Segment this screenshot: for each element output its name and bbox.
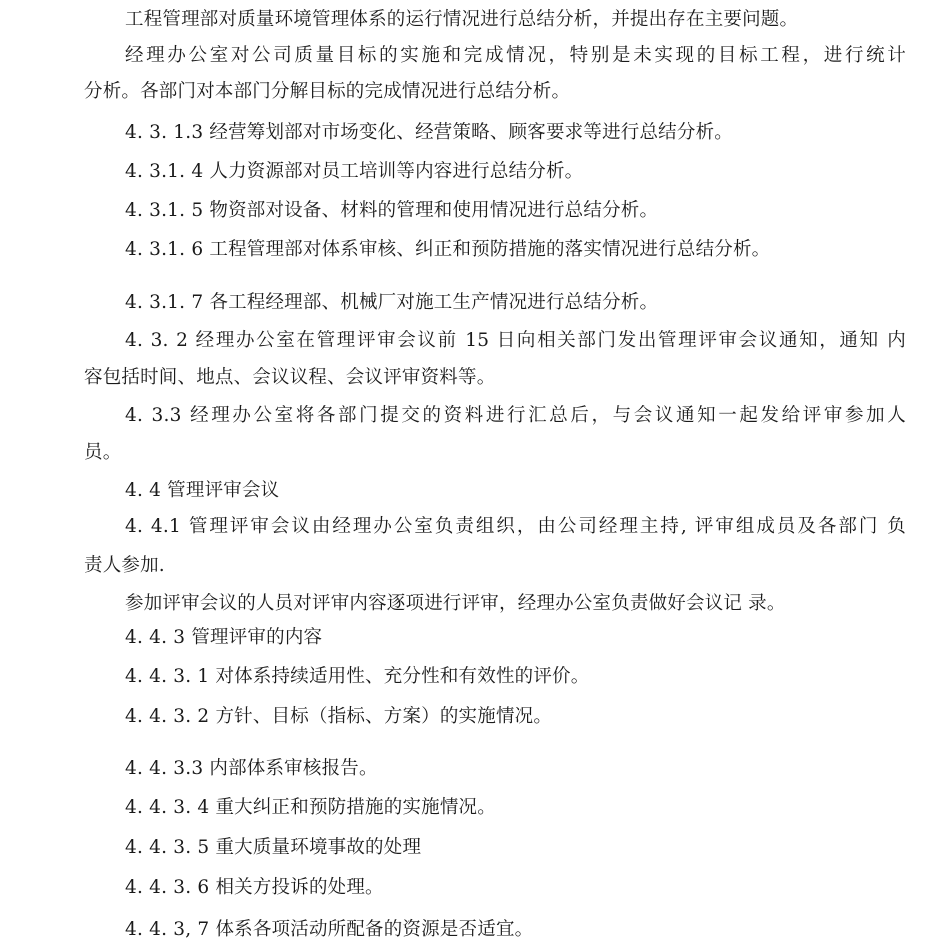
paragraph-line: 责人参加. [84,555,165,576]
paragraph-line: 容包括时间、地点、会议议程、会议评审资料等。 [84,367,496,388]
paragraph-line: 4. 4. 3. 4 重大纠正和预防措施的实施情况。 [125,797,496,818]
paragraph-line: 4. 4. 3. 2 方针、目标（指标、方案）的实施情况。 [125,706,553,727]
paragraph-line: 4. 4. 3. 5 重大质量环境事故的处理 [125,837,422,858]
paragraph-line: 4. 4. 3, 7 体系各项活动所配备的资源是否适宜。 [125,919,534,940]
paragraph-line: 员。 [84,442,122,463]
paragraph-line: 4. 3.3 经理办公室将各部门提交的资料进行汇总后，与会议通知一起发给评审参加人 [125,405,906,426]
paragraph-line: 4. 4. 3.3 内部体系审核报告。 [125,758,378,779]
paragraph-line: 4. 3.1. 6 工程管理部对体系审核、纠正和预防措施的落实情况进行总结分析。 [125,239,771,260]
paragraph-line: 4. 3.1. 4 人力资源部对员工培训等内容进行总结分析。 [125,161,584,182]
paragraph-line: 分析。各部门对本部门分解目标的完成情况进行总结分析。 [84,81,571,102]
paragraph-line: 经理办公室对公司质量目标的实施和完成情况，特别是未实现的目标工程，进行统计 [125,45,906,66]
paragraph-line: 4. 4. 3. 6 相关方投诉的处理。 [125,877,384,898]
section-heading: 4. 4 管理评审会议 [125,480,280,501]
paragraph-line: 工程管理部对质量环境管理体系的运行情况进行总结分析，并提出存在主要问题。 [125,9,799,30]
paragraph-line: 4. 4. 3. 1 对体系持续适用性、充分性和有效性的评价。 [125,666,590,687]
paragraph-line: 4. 4.1 管理评审会议由经理办公室负责组织，由公司经理主持, 评审组成员及各部门 负 [125,516,906,537]
paragraph-line: 4. 3.1. 7 各工程经理部、机械厂对施工生产情况进行总结分析。 [125,292,659,313]
paragraph-line: 4. 3. 1.3 经营筹划部对市场变化、经营策略、顾客要求等进行总结分析。 [125,122,733,143]
paragraph-line: 4. 3. 2 经理办公室在管理评审会议前 15 日向相关部门发出管理评审会议通知，通知 内 [125,330,906,351]
section-heading: 4. 4. 3 管理评审的内容 [125,627,323,648]
paragraph-line: 4. 3.1. 5 物资部对设备、材料的管理和使用情况进行总结分析。 [125,200,659,221]
paragraph-line: 参加评审会议的人员对评审内容逐项进行评审，经理办公室负责做好会议记 录。 [125,593,786,614]
